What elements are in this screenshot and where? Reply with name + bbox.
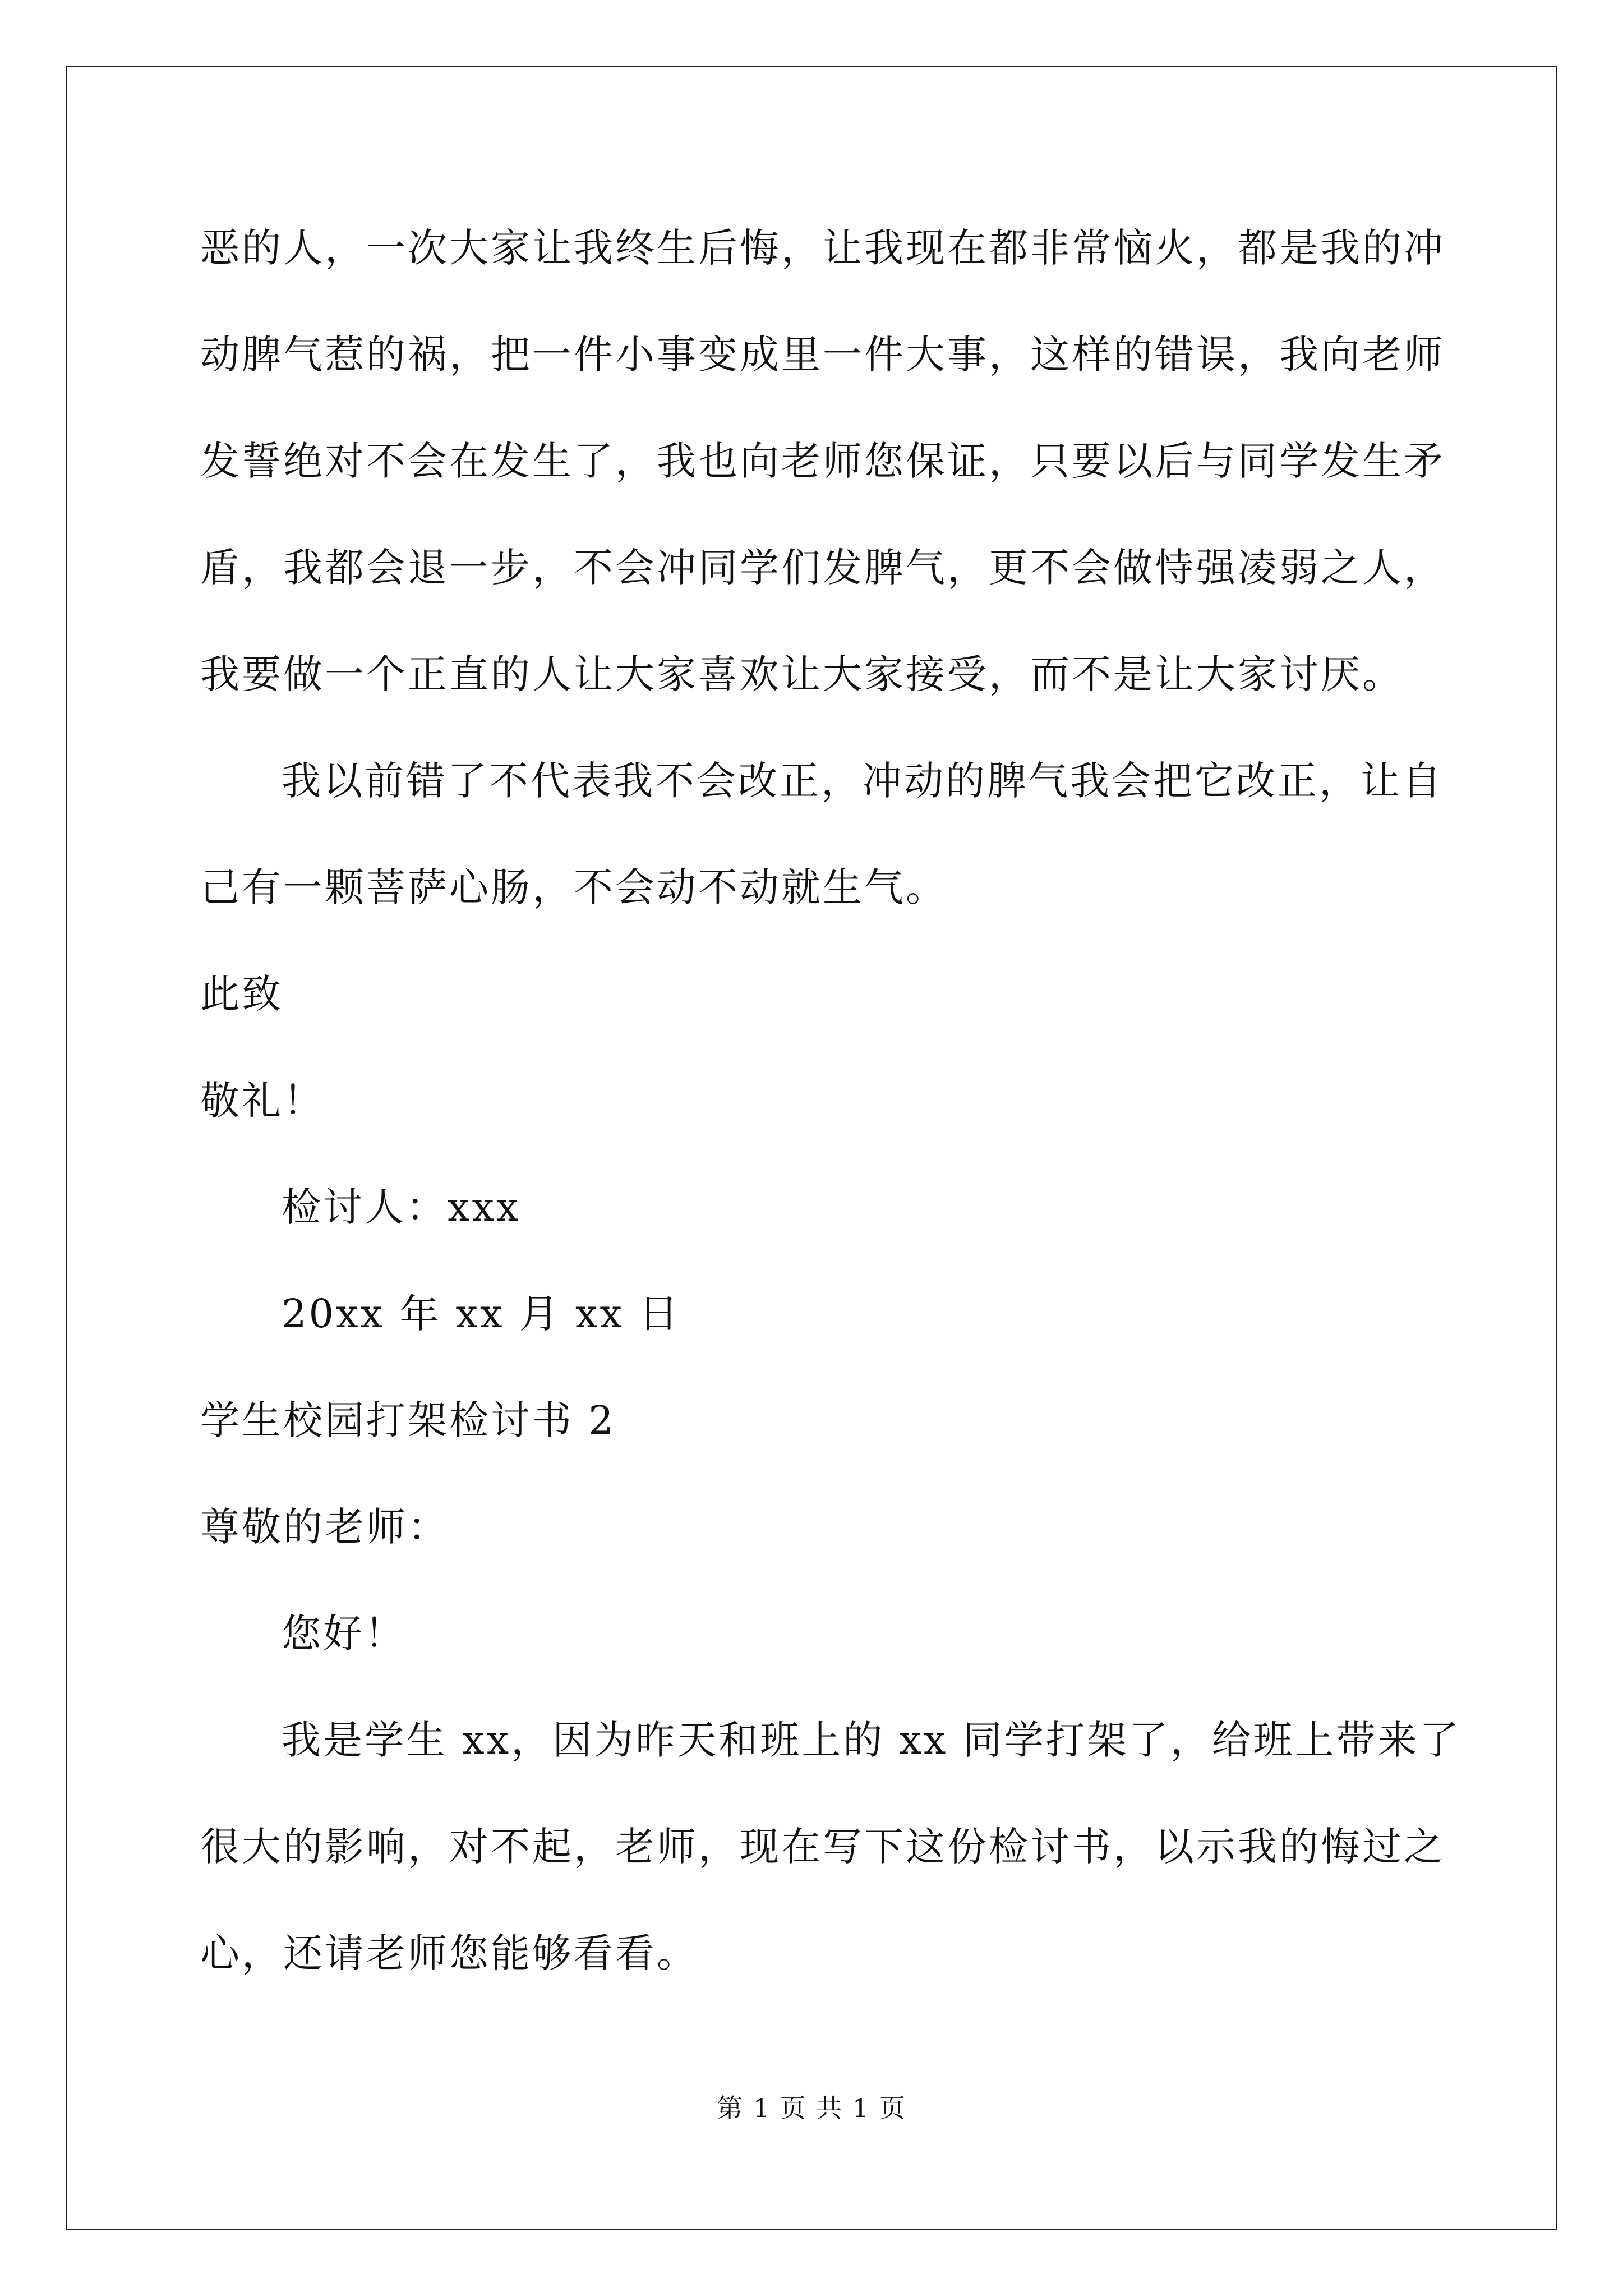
paragraph-line: 我以前错了不代表我不会改正，冲动的脾气我会把它改正，让自 bbox=[282, 758, 1444, 804]
paragraph-line: 恶的人，一次大家让我终生后悔，让我现在都非常恼火，都是我的冲 bbox=[200, 225, 1445, 271]
signer-line: 检讨人：xxx bbox=[282, 1184, 521, 1230]
paragraph-line: 很大的影响，对不起，老师，现在写下这份检讨书，以示我的悔过之 bbox=[200, 1824, 1445, 1870]
paragraph-line: 我要做一个正直的人让大家喜欢让大家接受，而不是让大家讨厌。 bbox=[200, 651, 1404, 697]
page-footer: 第 1 页 共 1 页 bbox=[717, 2093, 906, 2123]
paragraph-line: 我是学生 xx，因为昨天和班上的 xx 同学打架了，给班上带来了 bbox=[282, 1717, 1461, 1763]
paragraph-line: 己有一颗菩萨心肠，不会动不动就生气。 bbox=[200, 864, 947, 910]
paragraph-line: 心，还请老师您能够看看。 bbox=[200, 1930, 698, 1976]
closing-line-1: 此致 bbox=[200, 971, 283, 1017]
paragraph-line: 盾，我都会退一步，不会冲同学们发脾气，更不会做恃强凌弱之人， bbox=[200, 545, 1445, 591]
document-body bbox=[200, 220, 1461, 1981]
date-line: 20xx 年 xx 月 xx 日 bbox=[282, 1291, 681, 1337]
section-title: 学生校园打架检讨书 2 bbox=[200, 1397, 616, 1443]
paragraph-line: 动脾气惹的祸，把一件小事变成里一件大事，这样的错误，我向老师 bbox=[200, 332, 1445, 378]
greeting: 您好！ bbox=[282, 1611, 406, 1657]
paragraph-line: 发誓绝对不会在发生了，我也向老师您保证，只要以后与同学发生矛 bbox=[200, 438, 1445, 484]
salutation: 尊敬的老师： bbox=[200, 1504, 449, 1550]
closing-line-2: 敬礼！ bbox=[200, 1078, 325, 1124]
